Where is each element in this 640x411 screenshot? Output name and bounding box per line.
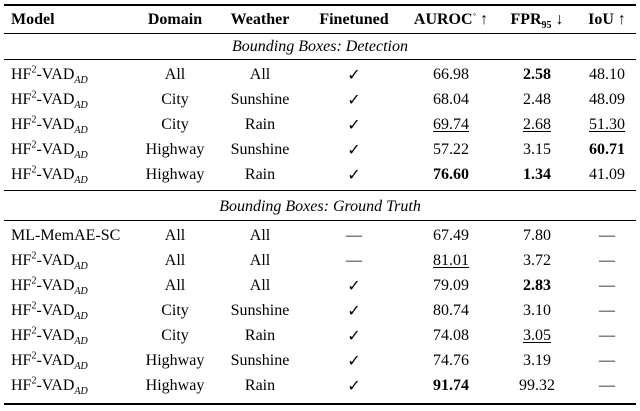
model-cell: $HF^2-VAD_{AD}$ (11, 375, 88, 397)
header-rule (4, 33, 636, 34)
model-cell: ML-MemAE-SC (11, 226, 121, 244)
iou-cell: — (599, 226, 615, 244)
weather-cell: Rain (244, 165, 276, 183)
weather-cell: All (249, 65, 271, 83)
table-row (4, 348, 636, 373)
auroc-cell: 76.60 (433, 165, 469, 183)
auroc-cell: 79.09 (433, 276, 469, 294)
table-row (4, 62, 636, 87)
weather-cell: Rain (244, 376, 276, 394)
model-cell: $HF^2-VAD_{AD}$ (11, 89, 88, 111)
section-ground-truth-rule (4, 220, 636, 221)
table-row (4, 323, 636, 348)
weather-cell: All (249, 276, 271, 294)
fpr-cell: 3.72 (523, 251, 551, 269)
finetuned-cell: ✓ (347, 377, 361, 395)
header-weather: Weather (230, 10, 290, 28)
section-detection: Bounding Boxes: Detection (232, 38, 408, 55)
table-header (4, 7, 636, 32)
finetuned-cell: ✓ (347, 302, 361, 320)
iou-cell: 48.10 (589, 65, 625, 83)
iou-cell: 60.71 (589, 140, 625, 158)
fpr-cell: 7.80 (523, 226, 551, 244)
model-cell: $HF^2-VAD_{AD}$ (11, 325, 88, 347)
table-row (4, 137, 636, 162)
iou-cell: — (599, 251, 615, 269)
table-row (4, 273, 636, 298)
fpr-cell: 3.15 (523, 140, 551, 158)
fpr-cell: 1.34 (523, 165, 551, 183)
auroc-cell: 80.74 (433, 301, 469, 319)
weather-cell: Sunshine (230, 301, 290, 319)
model-cell: $HF^2-VAD_{AD}$ (11, 64, 88, 86)
finetuned-cell: ✓ (347, 277, 361, 295)
domain-cell: City (161, 326, 189, 344)
section-ground-truth: Bounding Boxes: Ground Truth (219, 198, 421, 215)
weather-cell: Rain (244, 326, 276, 344)
iou-cell: 51.30 (589, 115, 625, 133)
domain-cell: Highway (145, 351, 205, 369)
domain-cell: Highway (145, 376, 205, 394)
table-row (4, 223, 636, 248)
table-row (4, 248, 636, 273)
finetuned-cell: ✓ (347, 327, 361, 345)
iou-cell: 48.09 (589, 90, 625, 108)
fpr-cell: 3.19 (523, 351, 551, 369)
domain-cell: All (164, 276, 186, 294)
domain-cell: Highway (145, 140, 205, 158)
weather-cell: All (249, 251, 271, 269)
domain-cell: City (161, 301, 189, 319)
finetuned-cell: ✓ (347, 91, 361, 109)
iou-cell: 41.09 (589, 165, 625, 183)
fpr-cell: 2.68 (523, 115, 551, 133)
finetuned-cell: — (346, 226, 362, 244)
domain-cell: All (164, 251, 186, 269)
fpr-cell: 2.48 (523, 90, 551, 108)
finetuned-cell: ✓ (347, 352, 361, 370)
fpr-cell: 3.10 (523, 301, 551, 319)
fpr-cell: 2.58 (523, 65, 551, 83)
iou-cell: — (599, 276, 615, 294)
weather-cell: All (249, 226, 271, 244)
iou-cell: — (599, 351, 615, 369)
auroc-cell: 74.08 (433, 326, 469, 344)
model-cell: $HF^2-VAD_{AD}$ (11, 350, 88, 372)
weather-cell: Sunshine (230, 351, 290, 369)
model-cell: $HF^2-VAD_{AD}$ (11, 300, 88, 322)
finetuned-cell: — (346, 251, 362, 269)
domain-cell: City (161, 115, 189, 133)
table-row (4, 112, 636, 137)
bottom-rule (4, 403, 636, 405)
fpr-cell: 3.05 (523, 326, 551, 344)
table-row (4, 162, 636, 187)
fpr-cell: 2.83 (523, 276, 551, 294)
table-row (4, 298, 636, 323)
iou-cell: — (599, 301, 615, 319)
top-rule (4, 4, 636, 6)
auroc-cell: 57.22 (433, 140, 469, 158)
auroc-cell: 67.49 (433, 226, 469, 244)
header-auroc: AUROC◦ ↑ (413, 9, 489, 28)
auroc-cell: 74.76 (433, 351, 469, 369)
finetuned-cell: ✓ (347, 66, 361, 84)
header-domain: Domain (147, 10, 203, 28)
domain-cell: All (164, 65, 186, 83)
iou-cell: — (599, 326, 615, 344)
table-row (4, 87, 636, 112)
finetuned-cell: ✓ (347, 141, 361, 159)
auroc-cell: 91.74 (433, 376, 469, 394)
auroc-cell: 68.04 (433, 90, 469, 108)
auroc-cell: 81.01 (433, 251, 469, 269)
auroc-cell: 69.74 (433, 115, 469, 133)
domain-cell: Highway (145, 165, 205, 183)
fpr-cell: 99.32 (519, 376, 555, 394)
weather-cell: Sunshine (230, 140, 290, 158)
header-fpr: $FPR_{95}$ ↓ (510, 10, 564, 31)
weather-cell: Rain (244, 115, 276, 133)
model-cell: $HF^2-VAD_{AD}$ (11, 114, 88, 136)
section-detection-rule (4, 59, 636, 60)
finetuned-cell: ✓ (347, 166, 361, 184)
header-finetuned: Finetuned (319, 10, 389, 28)
section-divider-rule (4, 190, 636, 191)
iou-cell: — (599, 376, 615, 394)
domain-cell: All (164, 226, 186, 244)
table-row (4, 373, 636, 398)
model-cell: $HF^2-VAD_{AD}$ (11, 164, 88, 186)
weather-cell: Sunshine (230, 90, 290, 108)
domain-cell: City (161, 90, 189, 108)
model-cell: $HF^2-VAD_{AD}$ (11, 139, 88, 161)
finetuned-cell: ✓ (347, 116, 361, 134)
header-iou: IoU ↑ (588, 10, 626, 28)
header-model: Model (11, 10, 55, 28)
model-cell: $HF^2-VAD_{AD}$ (11, 250, 88, 272)
model-cell: $HF^2-VAD_{AD}$ (11, 275, 88, 297)
auroc-cell: 66.98 (433, 65, 469, 83)
